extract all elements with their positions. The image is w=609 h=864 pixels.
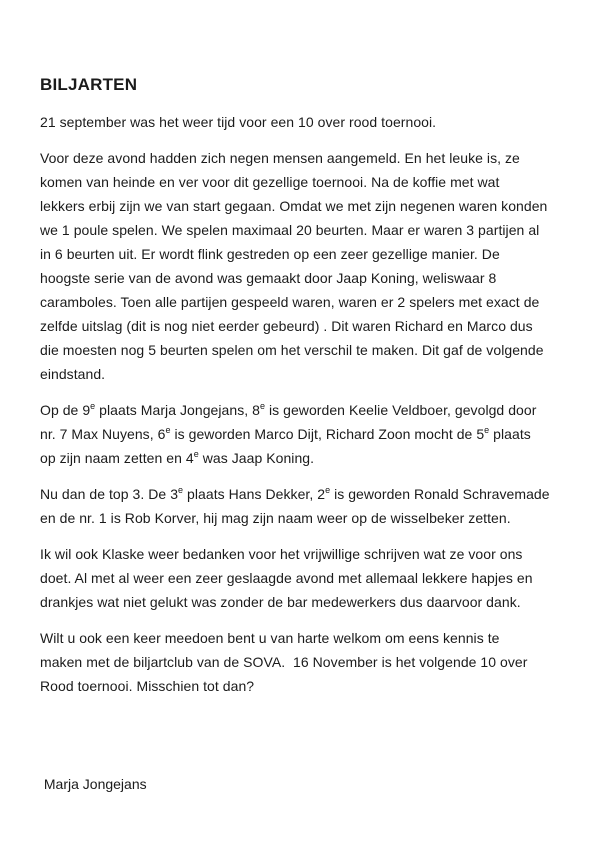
- ordinal-superscript: e: [178, 485, 184, 495]
- paragraph-line: Voor deze avond hadden zich negen mensen aangemeld. En het leuke is, ze: [40, 150, 520, 166]
- paragraph-line: komen van heinde en ver voor dit gezellige toernooi. Na de koffie met wat: [40, 174, 500, 190]
- paragraph: [40, 110, 577, 134]
- paragraph-line: en de nr. 1 is Rob Korver, hij mag zijn naam weer op de wisselbeker zetten.: [40, 510, 511, 526]
- paragraph-line: Nu dan de top 3. De 3e plaats Hans Dekker, 2e is geworden Ronald Schravemade: [40, 485, 550, 502]
- document-body: [40, 110, 577, 698]
- paragraph-line: Wilt u ook een keer meedoen bent u van harte welkom om eens kennis te: [40, 630, 500, 646]
- paragraph-line: drankjes wat niet gelukt was zonder de bar medewerkers dus daarvoor dank.: [40, 594, 521, 610]
- ordinal-superscript: e: [165, 425, 171, 435]
- paragraph-line: hoogste serie van de avond was gemaakt door Jaap Koning, weliswaar 8: [40, 270, 497, 286]
- paragraph-line: 21 september was het weer tijd voor een 10 over rood toernooi.: [40, 114, 437, 130]
- paragraph: [40, 398, 577, 470]
- paragraph-line: Rood toernooi. Misschien tot dan?: [40, 678, 255, 694]
- ordinal-superscript: e: [325, 485, 331, 495]
- ordinal-superscript: e: [193, 449, 199, 459]
- ordinal-superscript: e: [90, 401, 96, 411]
- ordinal-superscript: e: [484, 425, 490, 435]
- paragraph-line: op zijn naam zetten en 4e was Jaap Koning.: [40, 449, 315, 466]
- paragraph: [40, 542, 577, 614]
- paragraph-line: Ik wil ook Klaske weer bedanken voor het vrijwillige schrijven wat ze voor ons: [40, 546, 523, 562]
- paragraph: [40, 482, 577, 530]
- ordinal-superscript: e: [259, 401, 266, 411]
- document-title: BILJARTEN: [40, 75, 138, 94]
- paragraph-line: in 6 beurten uit. Er wordt flink gestreden op een zeer gezellige manier. De: [40, 246, 500, 262]
- paragraph-line: zelfde uitslag (dit is nog niet eerder gebeurd) . Dit waren Richard en Marco dus: [40, 318, 533, 334]
- paragraph-line: we 1 poule spelen. We spelen maximaal 20 beurten. Maar er waren 3 partijen al: [40, 222, 540, 238]
- paragraph-line: nr. 7 Max Nuyens, 6e is geworden Marco Dijt, Richard Zoon mocht de 5e plaats: [40, 425, 531, 442]
- paragraph-line: Op de 9e plaats Marja Jongejans, 8e is geworden Keelie Veldboer, gevolgd door: [40, 401, 537, 418]
- signature: Marja Jongejans: [40, 776, 147, 792]
- paragraph: [40, 626, 577, 698]
- paragraph-line: lekkers erbij zijn we van start gegaan. Omdat we met zijn negenen waren konden: [40, 198, 548, 214]
- paragraph-line: doet. Al met al weer een zeer geslaagde avond met allemaal lekkere hapjes en: [40, 570, 533, 586]
- paragraph-line: die moesten nog 5 beurten spelen om het verschil te maken. Dit gaf de volgende: [40, 342, 544, 358]
- paragraph: [40, 146, 577, 386]
- paragraph-line: caramboles. Toen alle partijen gespeeld waren, waren er 2 spelers met exact de: [40, 294, 540, 310]
- paragraph-line: eindstand.: [40, 366, 106, 382]
- paragraph-line: maken met de biljartclub van de SOVA. 16 November is het volgende 10 over: [40, 654, 528, 670]
